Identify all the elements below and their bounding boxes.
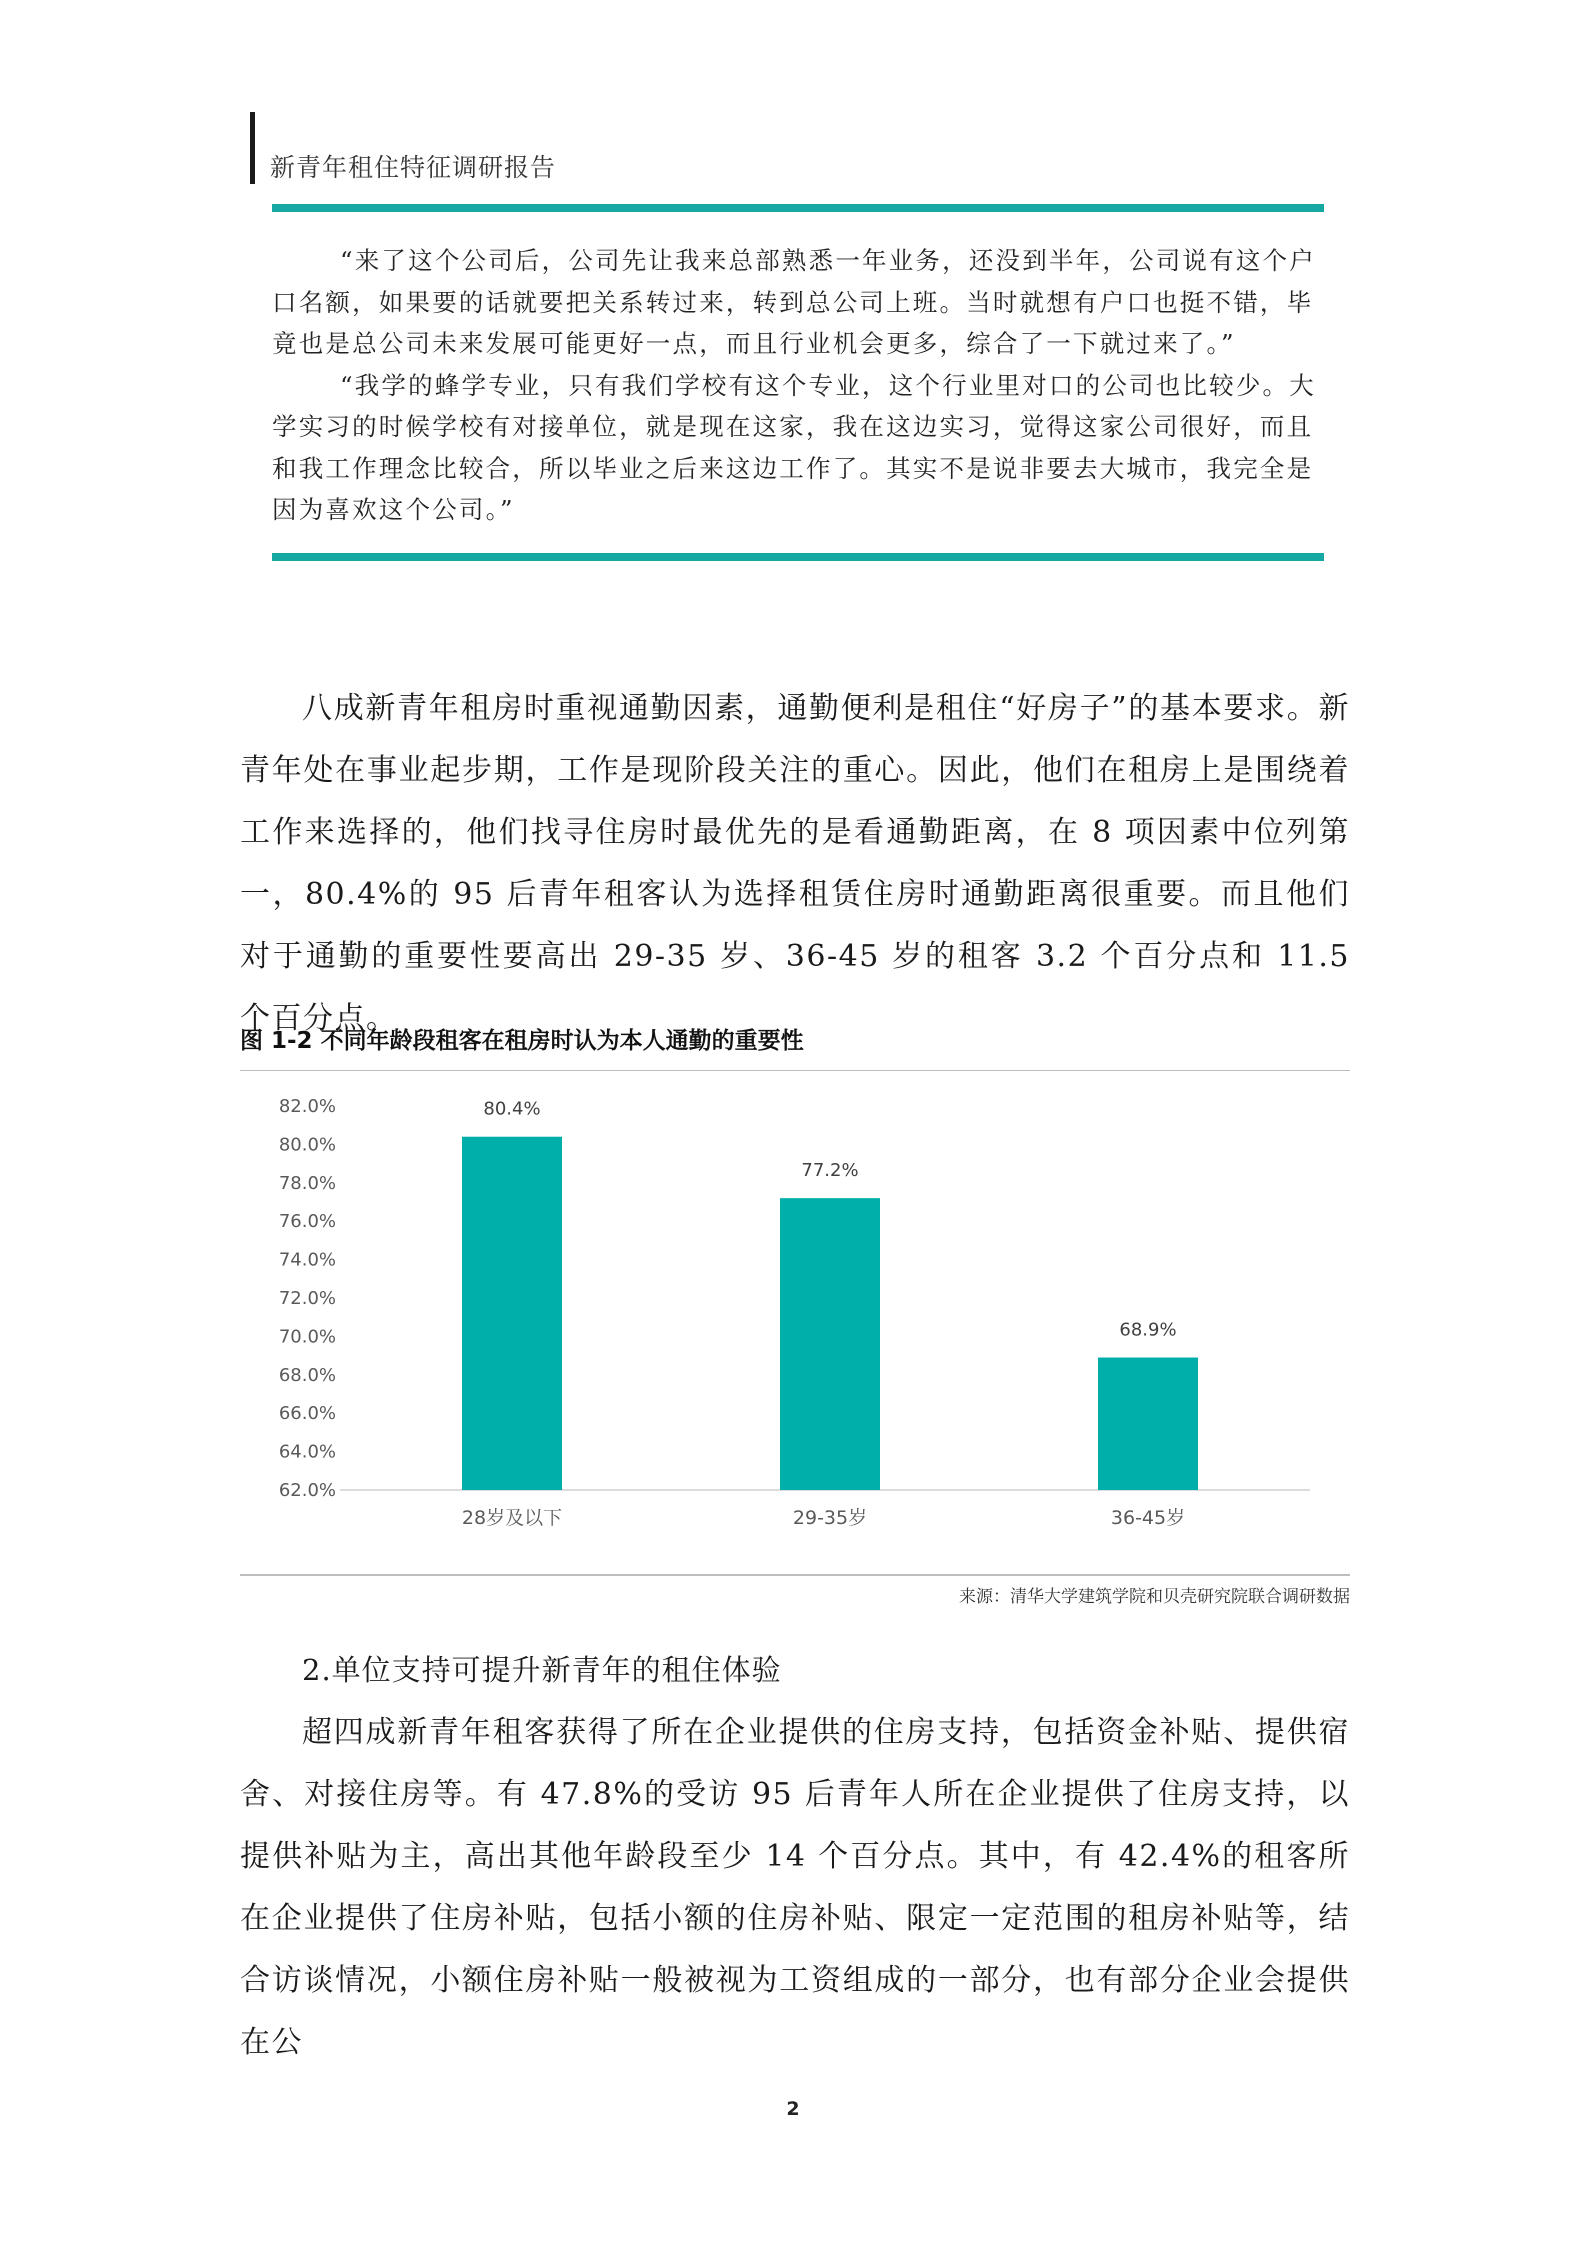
y-tick-label: 74.0% — [278, 1249, 336, 1271]
figure-bottom-rule — [240, 1574, 1350, 1576]
body-paragraph-commute: 八成新青年租房时重视通勤因素，通勤便利是租住“好房子”的基本要求。新青年处在事业起步期，工作是现阶段关注的重心。因此，他们在租房上是围绕着工作来选择的，他们找寻住房时最优先的是看通勤距离，在 8 项因素中位列第一，80.4%的 95 后青年租客认为选择租赁住房时通勤距离很重要。而且他们对于通勤的重要性要高出 29-35 岁、36-45 岁的租客 3.2 个百分点和 11.5 个百分点。 — [240, 691, 1350, 1036]
y-axis-ticks — [279, 1096, 336, 1501]
quote-bottom-rule — [272, 553, 1324, 561]
x-category-label: 28岁及以下 — [461, 1507, 563, 1529]
y-tick-label: 82.0% — [278, 1096, 336, 1117]
y-tick-label: 72.0% — [278, 1288, 336, 1309]
y-tick-label: 78.0% — [278, 1172, 336, 1194]
y-tick-label: 68.0% — [278, 1364, 336, 1386]
bar — [780, 1198, 880, 1490]
y-tick-label: 66.0% — [278, 1403, 336, 1425]
body-paragraph-employer-support: 超四成新青年租客获得了所在企业提供的住房支持，包括资金补贴、提供宿舍、对接住房等。有 47.8%的受访 95 后青年人所在企业提供了住房支持，以提供补贴为主，高出其他年龄段至少 14 个百分点。其中，有 42.4%的租客所在企业提供了住房补贴，包括小额的住房补贴、限定一定范围的租房补贴等，结合访谈情况，小额住房补贴一般被视为工资组成的一部分，也有部分企业会提供在公 — [240, 1715, 1350, 2060]
bar — [462, 1137, 562, 1490]
quote-paragraph: “来了这个公司后，公司先让我来总部熟悉一年业务，还没到半年，公司说有这个户口名额，如果要的话就要把关系转过来，转到总公司上班。当时就想有户口也挺不错，毕竟也是总公司未来发展可能更好一点，而且行业机会更多，综合了一下就过来了。” — [272, 246, 1316, 358]
commute-importance-bar-chart — [240, 1072, 1350, 1572]
bar-data-label: 77.2% — [801, 1160, 859, 1182]
y-tick-label: 80.0% — [278, 1134, 336, 1156]
quote-top-rule — [272, 204, 1324, 212]
section-heading: 2.单位支持可提升新青年的租住体验 — [302, 1653, 782, 1687]
y-tick-label: 62.0% — [278, 1480, 336, 1501]
quote-paragraph: “我学的蜂学专业，只有我们学校有这个专业，这个行业里对口的公司也比较少。大学实习的时候学校有对接单位，就是现在这家，我在这边实习，觉得这家公司很好，而且和我工作理念比较合，所以毕业之后来这边工作了。其实不是说非要去大城市，我完全是因为喜欢这个公司。” — [272, 370, 1316, 524]
x-axis-labels — [462, 1507, 1185, 1529]
y-tick-label: 70.0% — [278, 1326, 336, 1348]
bar-data-label: 68.9% — [1119, 1319, 1177, 1341]
figure-title: 图 1-2 不同年龄段租客在租房时认为本人通勤的重要性 — [240, 1028, 804, 1054]
x-category-label: 29-35岁 — [792, 1507, 868, 1529]
figure-top-rule — [240, 1070, 1350, 1071]
quote-text — [272, 212, 1324, 553]
y-tick-label: 64.0% — [278, 1441, 336, 1463]
bars — [462, 1137, 1198, 1490]
y-tick-label: 76.0% — [278, 1211, 336, 1233]
figure-source-note: 来源：清华大学建筑学院和贝壳研究院联合调研数据 — [959, 1587, 1350, 1607]
header-accent-bar — [250, 112, 255, 184]
bar-data-label: 80.4% — [483, 1098, 541, 1120]
x-category-label: 36-45岁 — [1110, 1507, 1186, 1529]
report-header-title: 新青年租住特征调研报告 — [270, 153, 557, 182]
bar — [1098, 1358, 1198, 1490]
interview-quote-box — [272, 204, 1324, 561]
page-number: 2 — [786, 2098, 800, 2120]
